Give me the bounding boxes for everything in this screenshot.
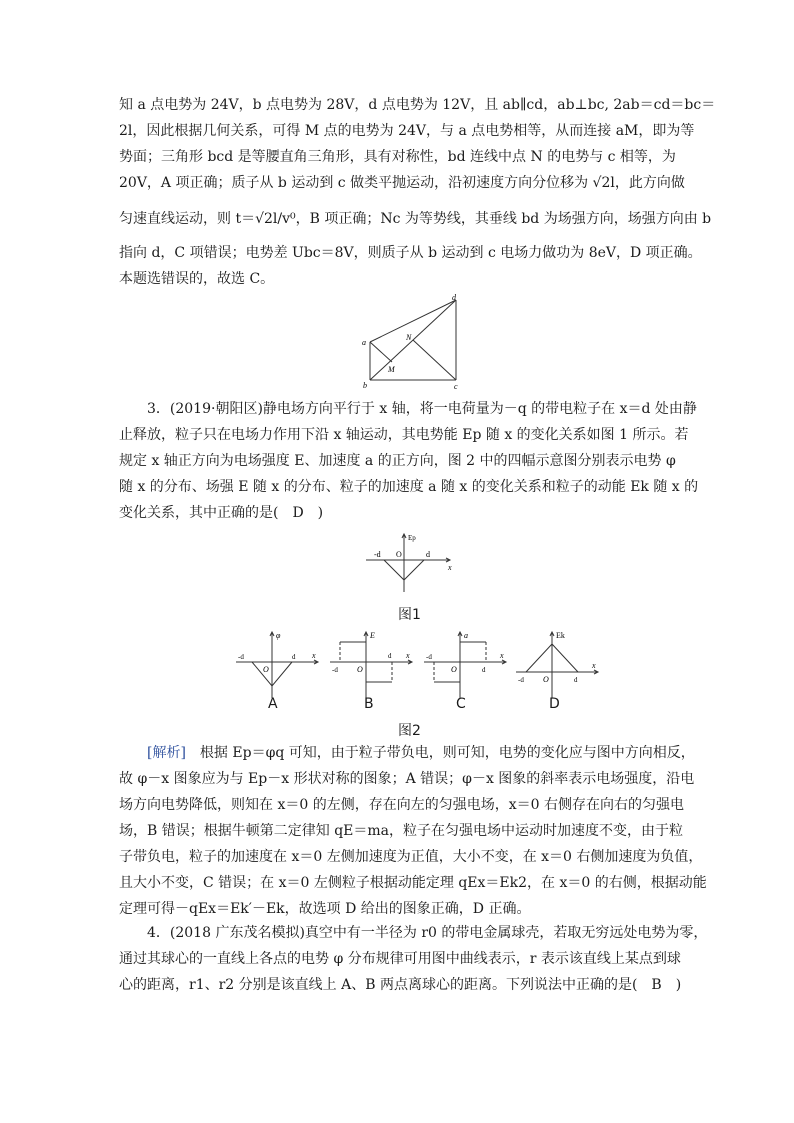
question3-line-4: 随 x 的分布、场强 E 随 x 的分布、粒子的加速度 a 随 x 的变化关系和粒子的动能 Ek 随 x 的 — [119, 479, 699, 495]
fig1-origin: O — [396, 550, 402, 559]
fig1-neg-d: -d — [374, 550, 381, 559]
figA-ylabel: φ — [276, 631, 281, 640]
figure-2-B-label: B — [364, 696, 374, 712]
figC-ylabel: a — [464, 631, 468, 640]
paragraph1-line-4: 20V，A 项正确；质子从 b 运动到 c 做类平抛运动，沿初速度方向分位移为 √2l，此方向做 — [119, 175, 685, 191]
figure-2-caption: 图2 — [398, 723, 421, 739]
question4-line-1: 4．(2018 广东茂名模拟)真空中有一半径为 r0 的带电金属球壳，若取无穷远处电势为零， — [147, 925, 708, 941]
figC-xlabel: x — [500, 651, 504, 660]
figure-2-C-label: C — [456, 696, 466, 712]
label-b: b — [363, 381, 367, 390]
figure-1-caption: 图1 — [398, 607, 421, 623]
fig1-ylabel: Ep — [408, 534, 416, 542]
figC-pos-d: d — [482, 666, 486, 674]
analysis-line-1-text: 根据 Ep＝φq 可知，由于粒子带负电，则可知，电势的变化应与图中方向相反， — [185, 745, 695, 761]
question3-line-5: 变化关系，其中正确的是( D ) — [119, 505, 324, 521]
fig1-pos-d: d — [426, 550, 430, 559]
analysis-tag: [解析] — [147, 745, 186, 761]
figA-xlabel: x — [312, 651, 316, 660]
fig1-xlabel: x — [448, 563, 452, 572]
figD-xlabel: x — [592, 661, 596, 670]
figB-neg-d: -d — [332, 666, 338, 674]
analysis-line-5: 子带负电，粒子的加速度在 x＝0 左侧加速度为正值，大小不变，在 x＝0 右侧加速度为负值， — [119, 849, 703, 865]
analysis-line-2: 故 φ－x 图象应为与 Ep－x 形状对称的图象；A 错误；φ－x 图象的斜率表示电场强度，沿电 — [119, 771, 695, 787]
figure-2-D-label: D — [549, 696, 560, 712]
analysis-line-7: 定理可得－qEx＝Ek′－Ek，故选项 D 给出的图象正确，D 正确。 — [119, 901, 531, 917]
figA-pos-d: d — [292, 653, 296, 661]
analysis-line-1 — [147, 744, 695, 762]
figC-neg-d: -d — [426, 653, 432, 661]
question4-line-3: 心的距离，r1、r2 分别是该直线上 A、B 两点离球心的距离。下列说法中正确的是( B ) — [119, 977, 682, 993]
analysis-line-6: 且大小不变，C 错误；在 x＝0 左侧粒子根据动能定理 qEx＝Ek2，在 x＝0 的右侧，根据动能 — [119, 875, 707, 891]
analysis-line-4: 场，B 错误；根据牛顿第二定律知 qE＝ma，粒子在匀强电场中运动时加速度不变，由于粒 — [119, 823, 683, 839]
question4-line-2: 通过其球心的一直线上各点的电势 φ 分布规律可用图中曲线表示，r 表示该直线上某点到球 — [119, 951, 681, 967]
figA-origin: O — [263, 665, 269, 674]
paragraph1-line-3: 势面；三角形 bcd 是等腰直角三角形，具有对称性，bd 连线中点 N 的电势与 c 相等，为 — [119, 149, 676, 165]
paragraph1-line-6: 指向 d，C 项错误；电势差 Ubc＝8V，则质子从 b 运动到 c 电场力做功为 8eV，D 项正确。 — [119, 245, 702, 261]
figB-ylabel: E — [370, 631, 375, 640]
question3-line-1: 3．(2019·朝阳区)静电场方向平行于 x 轴，将一电荷量为－q 的带电粒子在 x＝d 处由静 — [147, 401, 697, 417]
paragraph1-line-2: 2l，因此根据几何关系，可得 M 点的电势为 24V，与 a 点电势相等，从而连接 aM，即为等 — [119, 123, 695, 139]
figD-pos-d: d — [574, 676, 578, 684]
figB-origin: O — [357, 665, 363, 674]
figC-origin: O — [451, 665, 457, 674]
figure-1 — [358, 530, 458, 600]
paragraph1-line-1: 知 a 点电势为 24V，b 点电势为 28V，d 点电势为 12V，且 ab∥cd，ab⊥bc, 2ab＝cd＝bc＝ — [119, 97, 716, 113]
geometry-figure — [358, 292, 468, 392]
label-M: M — [388, 365, 395, 374]
figure-2-A-label: A — [268, 696, 278, 712]
analysis-line-3: 场方向电势降低，则知在 x＝0 的左侧，存在向左的匀强电场，x＝0 右侧存在向右的匀强电 — [119, 797, 684, 813]
label-N: N — [406, 333, 412, 342]
figD-ylabel: Ek — [556, 631, 565, 640]
figB-pos-d: d — [388, 652, 392, 660]
paragraph1-line-7: 本题选错误的，故选 C。 — [119, 271, 275, 287]
figA-neg-d: -d — [238, 653, 244, 661]
question3-line-2: 止释放，粒子只在电场力作用下沿 x 轴运动，其电势能 Ep 随 x 的变化关系如图 1 所示。若 — [119, 427, 689, 443]
paragraph1-line-5: 匀速直线运动，则 t＝√2l/v⁰，B 项正确；Nc 为等势线，其垂线 bd 为场强方向，场强方向由 b — [119, 211, 712, 227]
figB-xlabel: x — [406, 651, 410, 660]
label-d: d — [452, 293, 456, 302]
question3-line-3: 规定 x 轴正方向为电场强度 E、加速度 a 的正方向，图 2 中的四幅示意图分别表示电势 φ — [119, 453, 676, 469]
figD-neg-d: -d — [518, 676, 524, 684]
label-c: c — [454, 382, 458, 391]
label-a: a — [362, 338, 366, 347]
figD-origin: O — [543, 675, 549, 684]
